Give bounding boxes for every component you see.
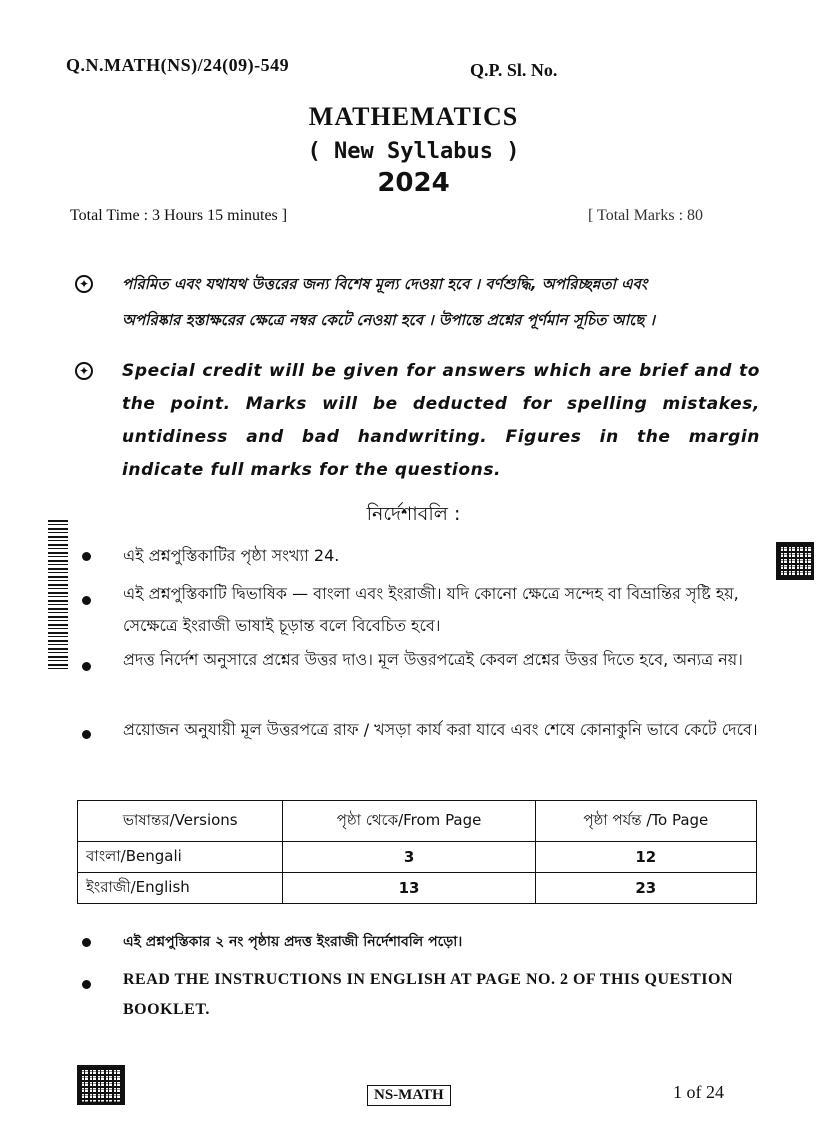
qr-code-icon (77, 1065, 125, 1105)
bullet-icon (82, 938, 91, 947)
header-from-page: পৃষ্ঠা থেকে/From Page (283, 801, 535, 842)
table-row (78, 842, 757, 873)
exam-title: MATHEMATICS (308, 102, 519, 131)
version-name: ইংরাজী/English (78, 873, 283, 904)
instruction-item: প্রদত্ত নির্দেশ অনুসারে প্রশ্নের উত্তর দাও। মূল উত্তরপত্রেই কেবল প্রশ্নের উত্তর দিতে হবে, অন্যত্র নয়। (123, 650, 743, 669)
note-english: Special credit will be given for answers which are brief and to the point. Marks will be deducted for spelling mistakes, untidiness and bad handwriting. Figures in the margin indicate full marks for the questions. (122, 361, 760, 480)
bullet-icon (82, 552, 91, 561)
bullet-icon (82, 662, 91, 671)
table-row (78, 873, 757, 904)
header-to-page: পৃষ্ঠা পর্যন্ত /To Page (535, 801, 756, 842)
note-bengali (122, 266, 762, 338)
instruction-item: এই প্রশ্নপুস্তিকাটি দ্বিভাষিক — বাংলা এবং ইংরাজী। যদি কোনো ক্ষেত্রে সন্দেহ বা বিভ্রান্তির সৃষ্টি হয়, সেক্ষেত্রে ইংরাজী ভাষাই চূড়ান্ত বলে বিবেচিত হবে। (123, 584, 739, 635)
total-marks: [ Total Marks : 80 (588, 207, 704, 224)
versions-table (77, 800, 757, 904)
exam-year: 2024 (377, 168, 450, 198)
subject-code-box: NS-MATH (367, 1085, 451, 1106)
bullet-icon (82, 596, 91, 605)
paper-code: Q.N.MATH(NS)/24(09)-549 (66, 55, 290, 75)
from-page: 3 (283, 842, 535, 873)
from-page: 13 (283, 873, 535, 904)
version-name: বাংলা/Bengali (78, 842, 283, 873)
bullet-icon (82, 730, 91, 739)
total-time: Total Time : 3 Hours 15 minutes ] (70, 207, 288, 224)
note-bengali-line2: অপরিষ্কার হস্তাক্ষরের ক্ষেত্রে নম্বর কেটে নেওয়া হবে । উপান্তে প্রশ্নের পূর্ণমান সূচিত আছে । (122, 311, 655, 329)
bottom-instruction-bengali: এই প্রশ্নপুস্তিকার ২ নং পৃষ্ঠায় প্রদত্ত ইংরাজী নির্দেশাবলি পড়ো। (123, 934, 463, 950)
qp-serial-label: Q.P. Sl. No. (470, 60, 558, 80)
to-page: 12 (535, 842, 756, 873)
exam-subtitle: ( New Syllabus ) (307, 139, 520, 164)
bullet-icon (82, 980, 91, 989)
to-page: 23 (535, 873, 756, 904)
barcode-icon (48, 520, 68, 670)
instruction-item: প্রয়োজন অনুযায়ী মূল উত্তরপত্রে রাফ / খসড়া কার্য করা যাবে এবং শেষে কোনাকুনি ভাবে কেটে দেবে। (123, 720, 758, 739)
note-bengali-line1: পরিমিত এবং যথাযথ উত্তরের জন্য বিশেষ মূল্য দেওয়া হবে । বর্ণশুদ্ধি, অপরিচ্ছন্নতা এবং (122, 275, 648, 293)
bottom-instruction-english: READ THE INSTRUCTIONS IN ENGLISH AT PAGE NO. 2 OF THIS QUESTION BOOKLET. (123, 971, 734, 1018)
qr-code-icon (776, 542, 814, 580)
star-bullet-icon: ✦ (75, 362, 93, 380)
table-header-row (78, 801, 757, 842)
page-number: 1 of 24 (673, 1082, 724, 1102)
directions-heading: নির্দেশাবলি : (366, 503, 461, 525)
instruction-item: এই প্রশ্নপুস্তিকাটির পৃষ্ঠা সংখ্যা 24. (123, 546, 340, 565)
header-versions: ভাষান্তর/Versions (78, 801, 283, 842)
star-bullet-icon: ✦ (75, 275, 93, 293)
